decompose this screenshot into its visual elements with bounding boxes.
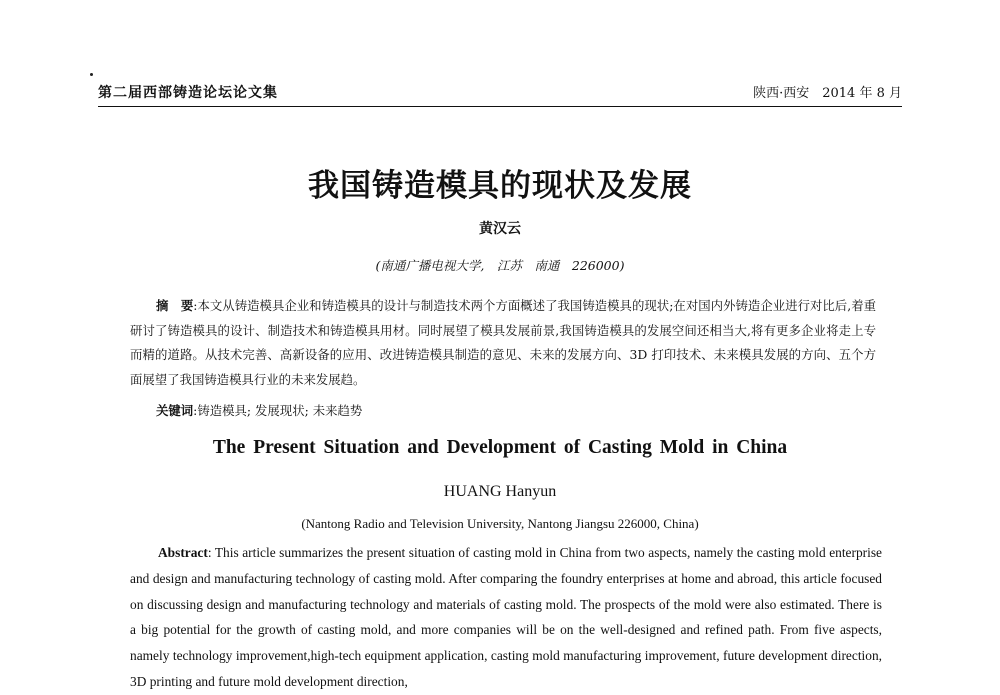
chinese-keywords-label: 关键词 — [156, 403, 194, 418]
chinese-abstract-text: :本文从铸造模具企业和铸造模具的设计与制造技术两个方面概述了我国铸造模具的现状;在对国内外铸造企业进行对比后,着重研讨了铸造模具的设计、制造技术和铸造模具用材。同时展望了模具发展前景,我国铸造模具的发展空间还相当大,将有更多企业将走上专而精的道路。从技术完善、高新设备的应用、改进铸造模具制造的意见、未来的发展方向、3D 打印技术、未来模具发展的方向、五个方面展望了我国铸造模具行业的未来发展趋。 — [130, 298, 876, 387]
header-rule — [98, 106, 902, 107]
chinese-abstract-label: 摘 要 — [156, 298, 194, 313]
english-author: HUANG Hanyun — [443, 483, 557, 500]
english-abstract-text: : This article summarizes the present situation of casting mold in China from two aspects, namely the casting mold enterprise and design and manufacturing technology of casting mold. After comparing the foundry enterprises at home and abroad, this article focused on discussing design and manufacturing technology and materials of casting mold. The prospects of the mold were also estimated. There is a big potential for the growth of casting mold, and more companies will be on the well-designed and refined path. From five aspects, namely technology improvement,high-tech equipment application, casting mold manufacturing improvement, future development direction, 3D printing and future mold development direction, — [130, 545, 882, 689]
chinese-title: 我国铸造模具的现状及发展 — [308, 168, 692, 204]
chinese-abstract — [130, 294, 876, 392]
chinese-keywords — [156, 401, 362, 419]
english-title: The Present Situation and Development of Casting Mold in China — [212, 437, 788, 458]
chinese-affiliation: (南通广播电视大学, 江苏 南通 226000) — [375, 258, 625, 273]
english-abstract — [130, 540, 882, 695]
english-affiliation: (Nantong Radio and Television University, Nantong Jiangsu 226000, China) — [301, 516, 699, 531]
chinese-author: 黄汉云 — [479, 221, 521, 237]
running-header-left: 第二届西部铸造论坛论文集 — [98, 85, 278, 101]
english-abstract-label: Abstract — [158, 545, 208, 560]
running-header-right: 陕西·西安 2014 年 8 月 — [753, 86, 902, 101]
scan-dot — [90, 73, 93, 76]
chinese-keywords-text: :铸造模具; 发展现状; 未来趋势 — [193, 403, 363, 418]
